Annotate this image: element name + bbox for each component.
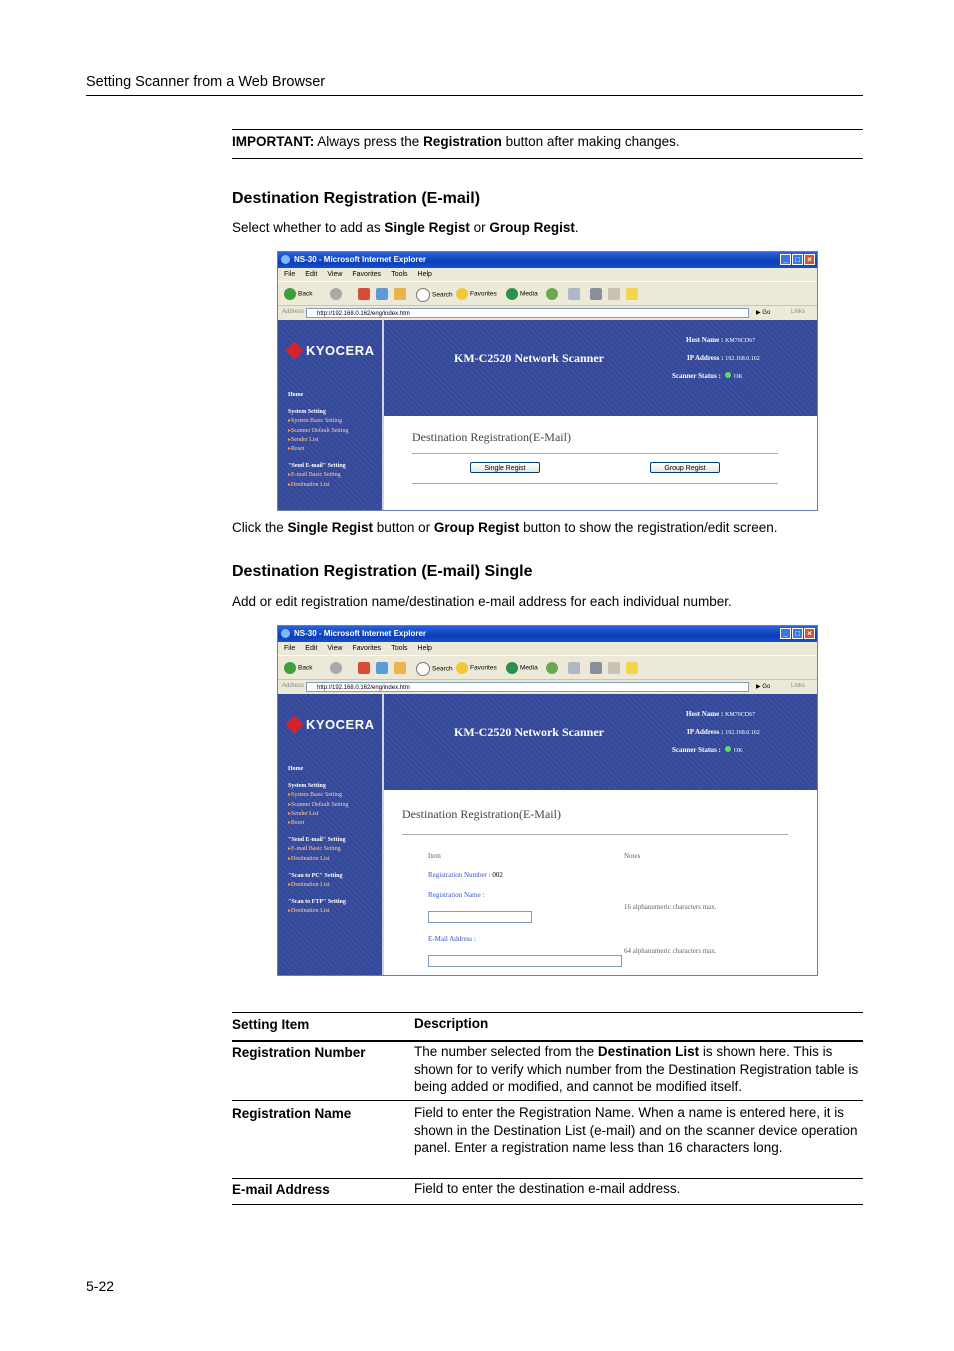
ip-value: 192.168.0.162: [725, 356, 760, 362]
media-button[interactable]: [506, 288, 538, 300]
section2-intro: Add or edit registration name/destination e-mail address for each individual number.: [232, 594, 732, 609]
go-button[interactable]: ▶ Go: [756, 310, 771, 316]
window-titlebar: [278, 626, 817, 642]
host-name-label: Host Name :: [686, 710, 724, 718]
row-item-registration-number: Registration Number: [232, 1045, 366, 1060]
print-icon: [590, 662, 602, 674]
after-text-end: button to show the registration/edit screen.: [519, 520, 778, 535]
nav-menu: [288, 765, 348, 917]
menu-bar: [278, 268, 817, 281]
group-regist-button[interactable]: Group Regist: [650, 462, 720, 473]
forward-icon: [330, 288, 342, 300]
back-icon: [284, 662, 296, 674]
search-label: Search: [432, 291, 453, 299]
nav-system-setting: System Setting: [288, 783, 326, 790]
address-label: Address: [282, 309, 305, 315]
header-rule: [86, 95, 863, 96]
menu-tools[interactable]: Tools: [391, 645, 408, 652]
reg-number-value: 002: [492, 871, 503, 879]
reg-number-label: Registration Number :: [428, 871, 491, 879]
banner-title: KM-C2520 Network Scanner: [454, 351, 604, 365]
row-item-registration-name: Registration Name: [232, 1106, 352, 1121]
media-button[interactable]: [506, 662, 538, 674]
history-icon: [546, 288, 558, 300]
menu-bar: [278, 642, 817, 655]
row-divider: [232, 1204, 863, 1205]
nav-email-setting: "Send E-mail" Setting: [288, 463, 346, 470]
email-input[interactable]: [428, 955, 622, 967]
nav-destination-list[interactable]: ▸ Destination List: [288, 855, 348, 864]
messenger-button[interactable]: [626, 288, 640, 300]
after-bold-group: Group Regist: [433, 520, 520, 535]
nav-email-setting: "Send E-mail" Setting: [288, 837, 346, 844]
nav-reset[interactable]: ▸ Reset: [288, 819, 348, 828]
media-label: Media: [520, 664, 538, 672]
intro-text-mid: or: [469, 220, 490, 235]
important-note: [232, 129, 863, 159]
host-name: [686, 710, 755, 718]
media-label: Media: [520, 290, 538, 298]
title-rule: [402, 834, 788, 835]
messenger-button[interactable]: [626, 662, 640, 674]
table-row: [232, 1101, 863, 1179]
back-label: Back: [298, 290, 313, 298]
window-controls: [779, 254, 815, 265]
search-label: Search: [432, 665, 453, 673]
intro-text: Select whether to add as: [232, 220, 385, 235]
row-desc-registration-name: Field to enter the Registration Name. When a name is entered here, it is shown in the Destination List (e-mail) and on the scanner device operation panel. Enter a registration name less than 16 characters long.: [414, 1105, 858, 1155]
edit-button[interactable]: [608, 288, 622, 300]
go-label: Go: [762, 310, 771, 316]
col-item-header: Item: [428, 852, 441, 860]
close-icon[interactable]: ×: [804, 254, 815, 265]
after-text: Click the: [232, 520, 288, 535]
go-button[interactable]: ▶ Go: [756, 684, 771, 690]
nav-pc-destination-list[interactable]: ▸ Destination List: [288, 881, 348, 890]
nav-ftp-setting: "Scan to FTP" Setting: [288, 899, 346, 906]
ie-icon: [281, 629, 290, 638]
intro-bold-single: Single Regist: [384, 220, 470, 235]
mail-button[interactable]: [568, 288, 582, 300]
important-bold: Registration: [423, 134, 502, 149]
favorites-label: Favorites: [470, 664, 497, 672]
address-bar: [278, 305, 817, 321]
address-bar: [278, 679, 817, 695]
reg-name-label: Registration Name :: [428, 891, 485, 899]
header-setting-item: Setting Item: [232, 1017, 310, 1032]
stop-button[interactable]: [358, 288, 372, 300]
browser-toolbar: [278, 655, 817, 680]
nav-email-basic[interactable]: ▸ E-mail Basic Setting: [288, 471, 348, 480]
address-input[interactable]: http://192.168.0.162/eng/index.htm: [306, 682, 749, 692]
table-row: [232, 1042, 863, 1101]
scanner-status: [672, 372, 743, 380]
desc-bold-destination-list: Destination List: [597, 1044, 700, 1059]
menu-favorites[interactable]: Favorites: [352, 271, 382, 278]
refresh-icon: [376, 662, 388, 674]
important-pre: Always press the: [314, 134, 424, 149]
window-titlebar: [278, 252, 817, 268]
reg-name-input[interactable]: [428, 911, 532, 923]
content-frame: [384, 416, 817, 510]
window-title: NS-30 - Microsoft Internet Explorer: [294, 629, 427, 638]
nav-home[interactable]: Home: [288, 766, 304, 772]
search-icon: [416, 662, 430, 676]
address-label: Address: [282, 683, 305, 689]
email-note: 64 alphanumeric characters max.: [624, 947, 717, 955]
home-icon: [394, 288, 406, 300]
favorites-label: Favorites: [470, 290, 497, 298]
media-icon: [506, 662, 518, 674]
home-button[interactable]: [394, 662, 408, 674]
table-header-row: [232, 1012, 863, 1042]
print-button[interactable]: [590, 288, 604, 300]
history-icon: [546, 662, 558, 674]
ip-label: IP Address :: [687, 728, 724, 736]
nav-system-setting: System Setting: [288, 409, 326, 416]
page-number: 5-22: [86, 1278, 115, 1294]
nav-system-basic[interactable]: ▸ System Basic Setting: [288, 417, 348, 426]
media-icon: [506, 288, 518, 300]
browser-screenshot-2: [277, 625, 818, 976]
row-desc-registration-number: [414, 1043, 860, 1096]
menu-help[interactable]: Help: [417, 271, 432, 278]
star-icon: [456, 288, 468, 300]
back-button[interactable]: [284, 288, 312, 300]
left-nav: [278, 320, 382, 510]
mail-icon: [568, 662, 580, 674]
ip-address: [687, 728, 760, 736]
web-page: [278, 320, 817, 510]
status-label: Scanner Status :: [672, 746, 721, 754]
edit-icon: [608, 662, 620, 674]
stop-button[interactable]: [358, 662, 372, 674]
nav-sender-list[interactable]: ▸ Sender List: [288, 810, 348, 819]
left-nav: [278, 694, 382, 975]
favorites-button[interactable]: [456, 288, 497, 300]
scanner-status: [672, 746, 743, 754]
logo-text: KYOCERA: [306, 717, 375, 732]
desc-text-end: is shown here. This is shown for to verify which number from the Destination Registration table is being added or modified, and cannot be modified itself.: [414, 1044, 859, 1094]
nav-system-basic[interactable]: ▸ System Basic Setting: [288, 791, 348, 800]
content-title: Destination Registration(E-Mail): [402, 807, 561, 821]
links-label[interactable]: Links: [791, 683, 806, 689]
menu-view[interactable]: View: [327, 271, 343, 278]
search-button[interactable]: [416, 288, 453, 302]
links-label[interactable]: Links: [791, 309, 806, 315]
settings-table: [232, 1012, 863, 1205]
maximize-icon[interactable]: □: [792, 254, 803, 265]
kyocera-mark-icon: [285, 715, 303, 733]
nav-pc-setting: "Scan to PC" Setting: [288, 872, 343, 879]
mail-button[interactable]: [568, 662, 582, 674]
note-icon: [626, 288, 638, 300]
favorites-button[interactable]: [456, 662, 497, 674]
ip-address: [687, 354, 760, 362]
content-title: Destination Registration(E-Mail): [412, 430, 571, 444]
print-icon: [590, 288, 602, 300]
menu-help[interactable]: Help: [417, 645, 432, 652]
ip-value: 192.168.0.162: [725, 730, 760, 736]
row-item-email-address: E-mail Address: [232, 1182, 330, 1197]
table-row: [232, 1179, 863, 1205]
nav-ftp-destination-list[interactable]: ▸ Destination List: [288, 907, 348, 916]
menu-tools[interactable]: Tools: [391, 271, 408, 278]
reg-number-row: [428, 871, 503, 879]
reg-name-note: 16 alphanumeric characters max.: [624, 903, 717, 911]
history-button[interactable]: [546, 288, 560, 300]
back-icon: [284, 288, 296, 300]
star-icon: [456, 662, 468, 674]
kyocera-mark-icon: [285, 341, 303, 359]
browser-screenshot-1: [277, 251, 818, 511]
forward-button[interactable]: [330, 288, 344, 300]
note-icon: [626, 662, 638, 674]
maximize-icon[interactable]: □: [792, 628, 803, 639]
nav-sender-list[interactable]: ▸ Sender List: [288, 436, 348, 445]
home-button[interactable]: [394, 288, 408, 300]
banner-title: KM-C2520 Network Scanner: [454, 725, 604, 739]
minimize-icon[interactable]: _: [780, 254, 791, 265]
kyocera-logo: [288, 717, 375, 732]
button-rule: [412, 483, 778, 484]
refresh-button[interactable]: [376, 288, 390, 300]
menu-file[interactable]: File: [284, 645, 296, 652]
section2-heading: Destination Registration (E-mail) Single: [232, 563, 533, 580]
forward-button[interactable]: [330, 662, 344, 674]
go-label: Go: [762, 684, 771, 690]
status-ok-icon: [725, 746, 731, 752]
intro-text-end: .: [574, 220, 579, 235]
running-header: Setting Scanner from a Web Browser: [86, 74, 326, 90]
menu-edit[interactable]: Edit: [305, 645, 318, 652]
web-page: [278, 694, 817, 975]
intro-bold-group: Group Regist: [489, 220, 575, 235]
single-regist-button[interactable]: Single Regist: [470, 462, 540, 473]
section1-intro: [232, 220, 579, 235]
ie-icon: [281, 255, 290, 264]
minimize-icon[interactable]: _: [780, 628, 791, 639]
menu-view[interactable]: View: [327, 645, 343, 652]
edit-icon: [608, 288, 620, 300]
after-bold-single: Single Regist: [287, 520, 374, 535]
content-frame: [384, 790, 817, 975]
status-value: OK: [733, 374, 743, 380]
nav-menu: [288, 391, 348, 490]
section1-heading: Destination Registration (E-mail): [232, 190, 481, 207]
after-text-mid: button or: [373, 520, 434, 535]
window-controls: [779, 628, 815, 639]
print-button[interactable]: [590, 662, 604, 674]
kyocera-logo: [288, 343, 375, 358]
section1-after: [232, 520, 778, 535]
nav-home[interactable]: Home: [288, 392, 304, 398]
status-value: OK: [733, 748, 743, 754]
menu-favorites[interactable]: Favorites: [352, 645, 382, 652]
back-label: Back: [298, 664, 313, 672]
header-description: Description: [414, 1016, 489, 1031]
important-label: IMPORTANT:: [232, 134, 315, 149]
row-desc-email-address: Field to enter the destination e-mail address.: [414, 1181, 681, 1196]
search-icon: [416, 288, 430, 302]
top-banner: [384, 320, 817, 416]
host-name-label: Host Name :: [686, 336, 724, 344]
host-name: [686, 336, 755, 344]
browser-toolbar: [278, 281, 817, 306]
edit-button[interactable]: [608, 662, 622, 674]
top-banner: [384, 694, 817, 790]
logo-text: KYOCERA: [306, 343, 375, 358]
host-name-value: KM70CD67: [725, 338, 756, 344]
address-input[interactable]: http://192.168.0.162/eng/index.htm: [306, 308, 749, 318]
col-notes-header: Notes: [624, 852, 641, 860]
desc-text: The number selected from the: [414, 1044, 598, 1059]
forward-icon: [330, 662, 342, 674]
search-button[interactable]: [416, 662, 453, 676]
nav-reset[interactable]: ▸ Reset: [288, 445, 348, 454]
menu-edit[interactable]: Edit: [305, 271, 318, 278]
mail-icon: [568, 288, 580, 300]
title-rule: [412, 453, 778, 454]
nav-scanner-default[interactable]: ▸ Scanner Default Setting: [288, 801, 348, 810]
nav-scanner-default[interactable]: ▸ Scanner Default Setting: [288, 427, 348, 436]
host-name-value: KM70CD67: [725, 712, 756, 718]
stop-icon: [358, 288, 370, 300]
refresh-button[interactable]: [376, 662, 390, 674]
history-button[interactable]: [546, 662, 560, 674]
home-icon: [394, 662, 406, 674]
window-title: NS-30 - Microsoft Internet Explorer: [294, 255, 427, 264]
close-icon[interactable]: ×: [804, 628, 815, 639]
stop-icon: [358, 662, 370, 674]
ip-label: IP Address :: [687, 354, 724, 362]
nav-destination-list[interactable]: ▸ Destination List: [288, 481, 348, 490]
important-post: button after making changes.: [501, 134, 680, 149]
back-button[interactable]: [284, 662, 312, 674]
email-label: E-Mail Address :: [428, 935, 476, 943]
refresh-icon: [376, 288, 388, 300]
status-ok-icon: [725, 372, 731, 378]
status-label: Scanner Status :: [672, 372, 721, 380]
nav-email-basic[interactable]: ▸ E-mail Basic Setting: [288, 845, 348, 854]
menu-file[interactable]: File: [284, 271, 296, 278]
